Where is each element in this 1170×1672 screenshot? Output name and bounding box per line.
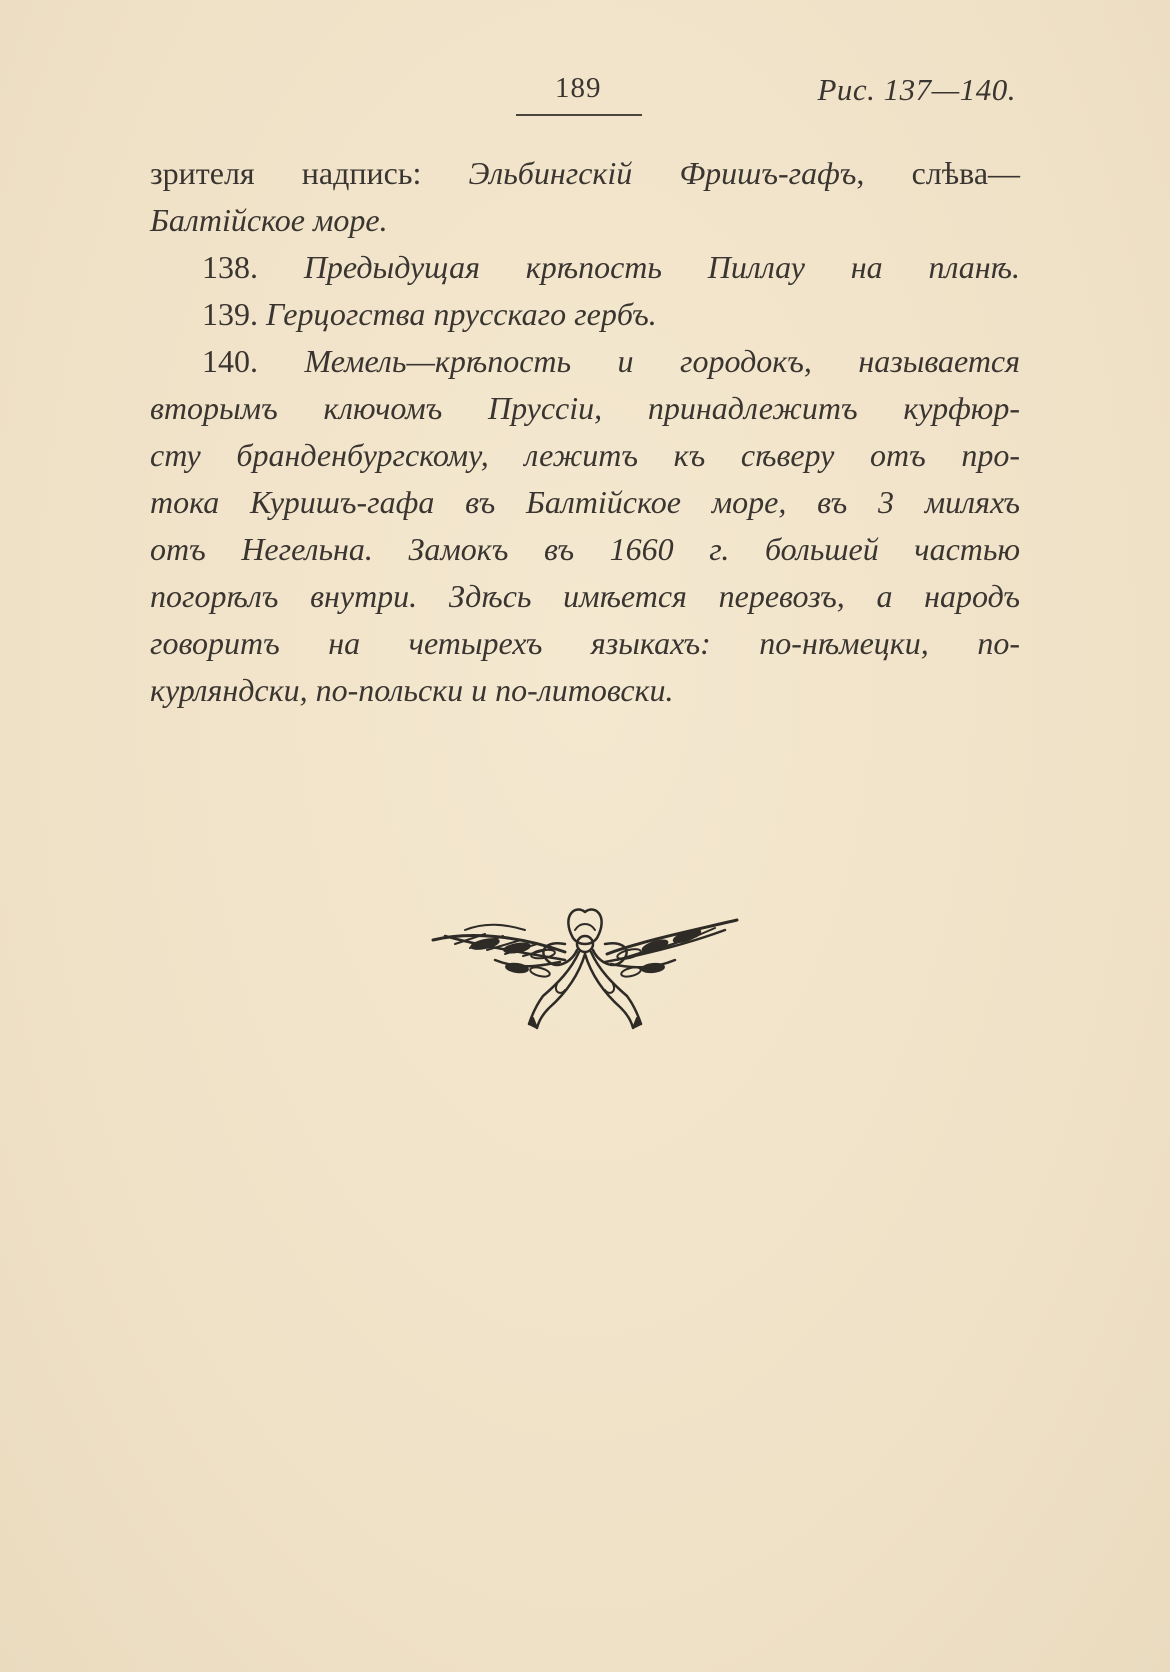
text-line-7: сту бранденбургскому, лежитъ къ сѣверу отъ про-	[150, 437, 1020, 473]
entry-text: Герцогства прусскаго гербъ.	[266, 296, 657, 332]
entry-140	[150, 338, 1020, 385]
laurel-ribbon-ornament-icon	[425, 900, 745, 1040]
entry-text: Мемель—крѣпость и городокъ, называется	[304, 343, 1021, 379]
entry-number: 140.	[202, 343, 305, 379]
text-line-1: зрителя надпись: Эльбингскій Фришъ-гафъ, слѣва—	[150, 155, 1021, 191]
text-line-2: Балтійское море.	[150, 202, 388, 238]
text-line-8: тока Куришъ-гафа въ Балтійское море, въ 3 миляхъ	[150, 484, 1020, 520]
entry-138	[150, 244, 1020, 291]
entry-number: 138.	[202, 249, 304, 285]
text-line-11: говоритъ на четырехъ языкахъ: по-нѣмецки, по-	[150, 625, 1020, 661]
text-line-10: погорѣлъ внутри. Здѣсь имѣется перевозъ, а народъ	[150, 578, 1020, 614]
text-line-9: отъ Негельна. Замокъ въ 1660 г. большей частью	[150, 531, 1020, 567]
header-rule	[516, 114, 642, 116]
running-header	[150, 72, 1020, 122]
text-line-6: вторымъ ключомъ Пруссіи, принадлежитъ курфюр-	[150, 390, 1020, 426]
page-number: 189	[555, 72, 602, 104]
body-text	[150, 150, 1020, 714]
entry-text: Предыдущая крѣпость Пиллау на планѣ.	[303, 249, 1021, 285]
entry-139	[150, 291, 1020, 338]
figure-reference: Рис. 137—140.	[817, 72, 1016, 107]
text-line-12: курляндски, по-польски и по-литовски.	[150, 672, 674, 708]
entry-number: 139.	[202, 296, 266, 332]
